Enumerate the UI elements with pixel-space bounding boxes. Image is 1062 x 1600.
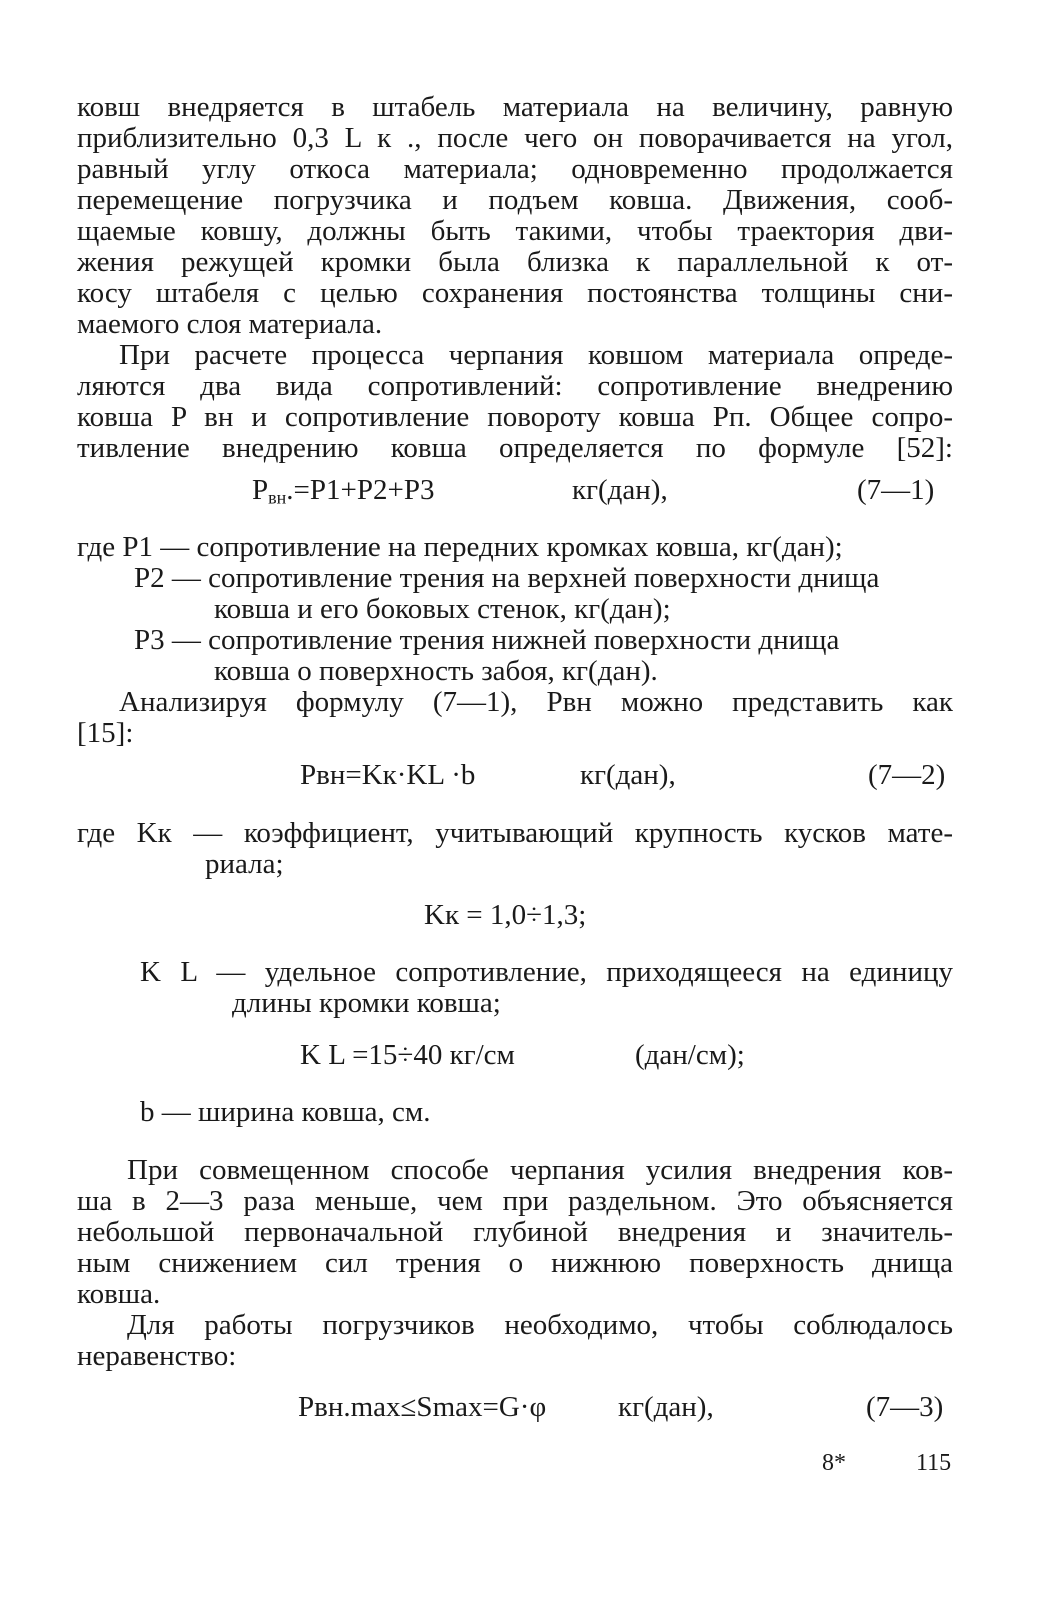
page-number: 115	[916, 1450, 952, 1476]
definition-kl: K L — удельное сопротивление, приходящееся на единицу	[140, 956, 953, 988]
formula-expression	[252, 475, 434, 506]
formula-lhs: P	[252, 474, 269, 506]
kl-unit: (дан/см);	[635, 1039, 745, 1071]
definition-kk-cont: риала;	[205, 848, 284, 880]
formula-unit: кг(дан),	[618, 1391, 714, 1423]
text-line: ным снижением сил трения о нижнюю поверхность днища	[77, 1247, 953, 1279]
text-line: маемого слоя материала.	[77, 308, 383, 340]
text-line: равный углу откоса материала; одновременно продолжается	[77, 153, 953, 185]
definition-p2-cont: ковша и его боковых стенок, кг(дан);	[214, 593, 671, 625]
text-line: тивление внедрению ковша определяется по формуле [52]:	[77, 432, 953, 464]
definition-b: b — ширина ковша, см.	[140, 1096, 431, 1128]
signature-mark: 8*	[822, 1450, 846, 1476]
text-line: ковш внедряется в штабель материала на величину, равную	[77, 91, 953, 123]
text-line: Анализируя формулу (7—1), Pвн можно представить как	[119, 686, 953, 718]
definition-p2: P2 — сопротивление трения на верхней поверхности днища	[134, 562, 880, 594]
formula-expression: Pвн.max≤Smax=G·φ	[298, 1391, 547, 1423]
text-line: При совмещенном способе черпания усилия внедрения ков-	[127, 1154, 953, 1186]
text-line: ковша P вн и сопротивление повороту ковша Pп. Общее сопро-	[77, 401, 953, 433]
text-line: ша в 2—3 раза меньше, чем при раздельном. Это объясняется	[77, 1185, 953, 1217]
definition-p1: где P1 — сопротивление на передних кромках ковша, кг(дан);	[77, 531, 843, 563]
definition-kl-cont: длины кромки ковша;	[232, 987, 501, 1019]
formula-number: (7—1)	[857, 474, 935, 506]
kl-value: K L =15÷40 кг/см	[300, 1039, 515, 1071]
text-line: перемещение погрузчика и подъем ковша. Движения, сооб-	[77, 184, 953, 216]
text-line: приблизительно 0,3 L к ., после чего он поворачивается на угол,	[77, 122, 953, 154]
text-line: щаемые ковшу, должны быть такими, чтобы траектория дви-	[77, 215, 953, 247]
text-line: жения режущей кромки была близка к параллельной к от-	[77, 246, 953, 278]
definition-p3: P3 — сопротивление трения нижней поверхности днища	[134, 624, 840, 656]
text-line: [15]:	[77, 717, 134, 749]
kk-value: Kк = 1,0÷1,3;	[424, 899, 587, 931]
text-line: неравенство:	[77, 1340, 237, 1372]
definition-kk: где Kк — коэффициент, учитывающий крупность кусков мате-	[77, 817, 953, 849]
formula-lhs-subscript: вн	[268, 487, 287, 508]
formula-number: (7—3)	[866, 1391, 944, 1423]
formula-unit: кг(дан),	[572, 474, 668, 506]
text-line: Для работы погрузчиков необходимо, чтобы соблюдалось	[127, 1309, 953, 1341]
definition-p3-cont: ковша о поверхность забоя, кг(дан).	[214, 655, 658, 687]
formula-unit: кг(дан),	[580, 759, 676, 791]
text-line: ковша.	[77, 1278, 161, 1310]
text-line: При расчете процесса черпания ковшом материала опреде-	[119, 339, 953, 371]
text-line: ляются два вида сопротивлений: сопротивление внедрению	[77, 370, 953, 402]
formula-number: (7—2)	[868, 759, 946, 791]
formula-rhs: .=P1+P2+P3	[286, 474, 435, 506]
formula-expression: Pвн=Kк·KL ·b	[300, 759, 476, 791]
text-line: косу штабеля с целью сохранения постоянства толщины сни-	[77, 277, 953, 309]
text-line: небольшой первоначальной глубиной внедрения и значитель-	[77, 1216, 953, 1248]
